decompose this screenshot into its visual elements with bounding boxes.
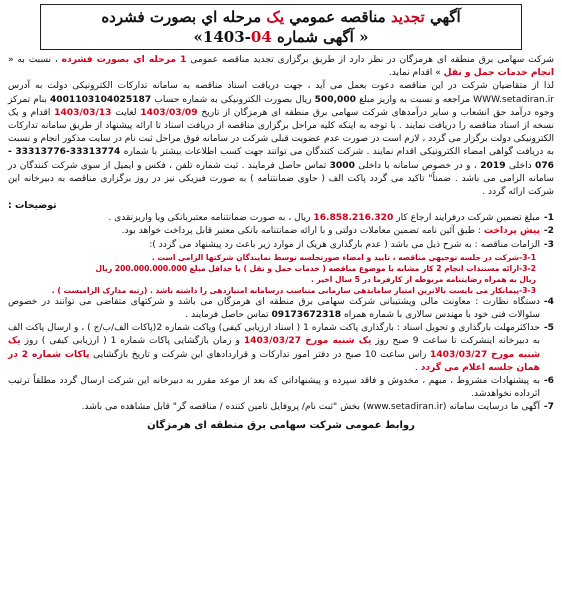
- item-4: [8, 296, 554, 322]
- end-date: 1403/03/13: [54, 107, 112, 118]
- item-body: [8, 239, 540, 252]
- item-1-text-1: مبلغ تضمین شرکت درفرایند ارجاع کار: [393, 213, 540, 224]
- item-4-text-2: تماس حاصل فرمایند .: [185, 310, 272, 321]
- requirement-3-2: [8, 263, 536, 274]
- opening-date: یک شنبه مورخ 1403/03/27: [8, 336, 541, 360]
- p2-text-2: ریال بصورت الکترونیکی به شماره حساب: [151, 94, 315, 105]
- subtitle-number-red: 04: [250, 28, 272, 46]
- item-5-text-5: .: [414, 362, 421, 373]
- phone-numbers: 33313774-33313776 - 076: [8, 147, 555, 171]
- title-tajdid: تجديد: [390, 8, 425, 26]
- title-yek: يک: [266, 8, 284, 26]
- title-mid: مناقصه عمومي: [284, 8, 391, 26]
- guarantee-amount: 16.858.216.320: [313, 213, 394, 224]
- explanations-heading: توضیحات :: [8, 200, 57, 212]
- title-prefix: آگهي: [424, 8, 461, 26]
- item-body: [8, 375, 540, 401]
- p2-text-6: داخلی: [505, 160, 536, 171]
- account-number: 4001103104025187: [49, 94, 152, 105]
- extension-2: 3000: [329, 160, 355, 171]
- intro-subject: انجام خدمات حمل و نقل: [443, 68, 554, 79]
- item-7: [8, 401, 554, 414]
- item-body: [8, 212, 540, 225]
- p2-text-8: تماس حاصل فرمایند . ثبت شماره تلفن ، فکس و ایمیل از سوی شرکت کنندگان در سامانه الزامی می باشد . ضمناً" تاکید می گردد پاکت الف ( حاوی ضمانتنامه ) به صورت فیزیکی نیز در روز برگزاری مناقصه به دبیرخانه این شرکت ارائه گردد .: [8, 160, 554, 198]
- notice-number: [41, 27, 521, 47]
- intro-text-5: » اقدام نماید.: [388, 68, 444, 79]
- extension-1: 2019: [480, 160, 506, 171]
- notice-header: [40, 4, 522, 50]
- prepayment-label: پیش پرداخت: [483, 226, 540, 237]
- item-5-text-2: و زمان بازگشایی پاکات شماره 1 ( ارزیابی کیفی ) روز: [20, 336, 244, 347]
- item-body: [8, 225, 540, 238]
- notice-title: [41, 7, 521, 27]
- item-3-text: الزامات مناقصه : به شرح ذیل می باشد ( عدم بارگذاری هریک از موارد زیر باعث رد پیشنهاد می گردد ):: [149, 239, 540, 250]
- req-3-2-unit: ریال: [95, 263, 115, 273]
- p2-text-1: لذا از متقاضیان شرکت در این مناقصه دعوت بعمل می آید ، جهت دریافت اسناد مناقصه به سامانه تدارکات الکترونیکی دولت به آدرس WWW.setadiran.ir مراجعه و نسبت به واریز مبلغ: [8, 81, 554, 105]
- p2-text-7: ، و در خصوص سامانه با داخلی: [354, 160, 481, 171]
- p2-text-3: بنام تمرکز وجوه درآمد حق انشعاب و سایر درآمدهای شرکت سهامی برق منطقه ای هرمزگان از تاریخ: [8, 94, 554, 118]
- item-5: [8, 322, 554, 375]
- public-relations-signature: روابط عمومی شرکت سهامی برق منطقه ای هرمزگان: [147, 419, 415, 431]
- p2-text-4: لغایت: [111, 107, 141, 118]
- subtitle-prefix: « آگهی شماره: [271, 28, 369, 46]
- item-body: [8, 296, 540, 322]
- item-number: 6-: [543, 376, 554, 387]
- item-1: [8, 212, 554, 225]
- item-7-text: آگهی ما درسایت سامانه (www.setadiran.ir) بخش "ثبت نام/ پروفایل تامین کننده / مناقصه گر" قابل مشاهده می باشد.: [81, 402, 540, 413]
- item-body: [8, 401, 540, 414]
- intro-paragraph: [8, 54, 554, 80]
- item-number: 3-: [543, 239, 554, 250]
- p2-text-5: اقدام و یک نسخه از اسناد مناقصه را دریافت نمایند . با توجه به اینکه کلیه مراحل برگزاری مناقصه از دریافت اسناد تا ارائه پیشنهاد از طریق سامانه تدارکات الکترونیکی دولت برگزار می گردد ، لازم است در صورت عدم عضویت قبلی شرکت در سامانه فوق مراحل ثبت نام در سایت مذکور انجام و نسبت به دریافت گواهی امضاء الکترونیکی اقدام نمایند . شرکت کنندگان می توانند جهت کسب اطلاعات بیشتر با شماره: [8, 107, 554, 158]
- envelope-2-note: پاکات شماره 2 در همان جلسه اعلام می گردد: [8, 349, 540, 373]
- subtitle-number-rest: -1403»: [193, 28, 251, 46]
- start-date: 1403/03/09: [140, 107, 198, 118]
- intro-text-1: شرکت سهامی برق منطقه ای هرمزگان در نظر دارد از طریق برگزاری تجدید مناقصه عمومی: [186, 55, 554, 65]
- item-number: 7-: [543, 402, 554, 413]
- item-6-text: به پیشنهادات مشروط ، مبهم ، مخدوش و فاقد سپرده و پیشنهاداتی که بعد از موعد مقرر به دبیرخانه این شرکت ارسال گردد مطلقاً ترتیب اثرداده نخواهدشد.: [8, 376, 540, 400]
- supervisor-mobile: 09173672318: [271, 310, 342, 321]
- instructions-paragraph: [8, 80, 554, 199]
- item-3: [8, 239, 554, 252]
- title-suffix: مرحله اي بصورت فشرده: [101, 8, 267, 26]
- item-5-text-3: راس ساعت 10 صبح در دفتر امور تدارکات و قراردادهای این شرکت و تاریخ بازگشایی: [89, 349, 431, 360]
- req-3-2-text: 3-2-ارائه مستندات انجام 2 کار مشابه با موضوع مناقصه ( خدمات حمل و نقل ) با حداقل مبلغ: [186, 263, 536, 273]
- item-number: 4-: [543, 296, 554, 307]
- item-2: [8, 225, 554, 238]
- item-body: [8, 322, 540, 375]
- item-4-text-1: دستگاه نظارت : معاونت مالی وپشتیبانی شرکت سهامی برق منطقه ای هرمزگان می باشد و شرکتهای متقاضی می توانند در خصوص سئوالات فنی خود با مهندس سالاری با شماره همراه: [8, 296, 540, 321]
- item-2-text: : طبق آئین نامه تضمین معاملات دولتی و با ارائه ضمانتنامه بانکی معتبر قابل پرداخت خواهد بود.: [121, 226, 484, 237]
- item-number: 1-: [543, 213, 554, 224]
- requirement-3-3: 3-3-پیمانکار می بایست بالاترین امتیاز ساماندهی سازمانی متناسب درسامانه امتیازدهی را داشته باشد . (رتبه مدارک الزامیست ) .: [51, 285, 536, 295]
- document-fee: 500,000: [314, 94, 357, 105]
- item-5-text-1: حداکثرمهلت بارگذاری و تحویل اسناد : بارگذاری پاکت شماره 1 ( اسناد ارزیابی کیفی) وپاکت شماره 2(پاکات الف/ب/ج ) ، و ارسال پاکت الف به دبیرخانه اینشرکت تا ساعت 9 صبح روز: [8, 323, 540, 347]
- item-6: [8, 375, 554, 401]
- deadline-date: یک شنبه مورخ 1403/03/27: [243, 336, 372, 347]
- item-1-text-2: ریال ، به صورت ضمانتنامه معتبربانکی ویا واریزنقدی .: [108, 213, 314, 224]
- requirement-3-2-cont: ریال به همراه رضایتنامه مربوطه از کارفرما در 5 سال اخیر .: [310, 274, 536, 284]
- intro-tender-type: 1 مرحله ای بصورت فشرده: [61, 55, 187, 65]
- req-3-2-amount: 200.000.000.000: [114, 263, 187, 273]
- requirement-3-1: 3-1-شرکت در جلسه توجیهی مناقصه ، تایید و امضاء صورتجلسه توسط نمایندگان شرکتها الزامی است .: [151, 252, 536, 262]
- item-number: 5-: [543, 323, 554, 334]
- intro-text-3: ، نسبت به «: [8, 55, 62, 65]
- item-number: 2-: [543, 226, 554, 237]
